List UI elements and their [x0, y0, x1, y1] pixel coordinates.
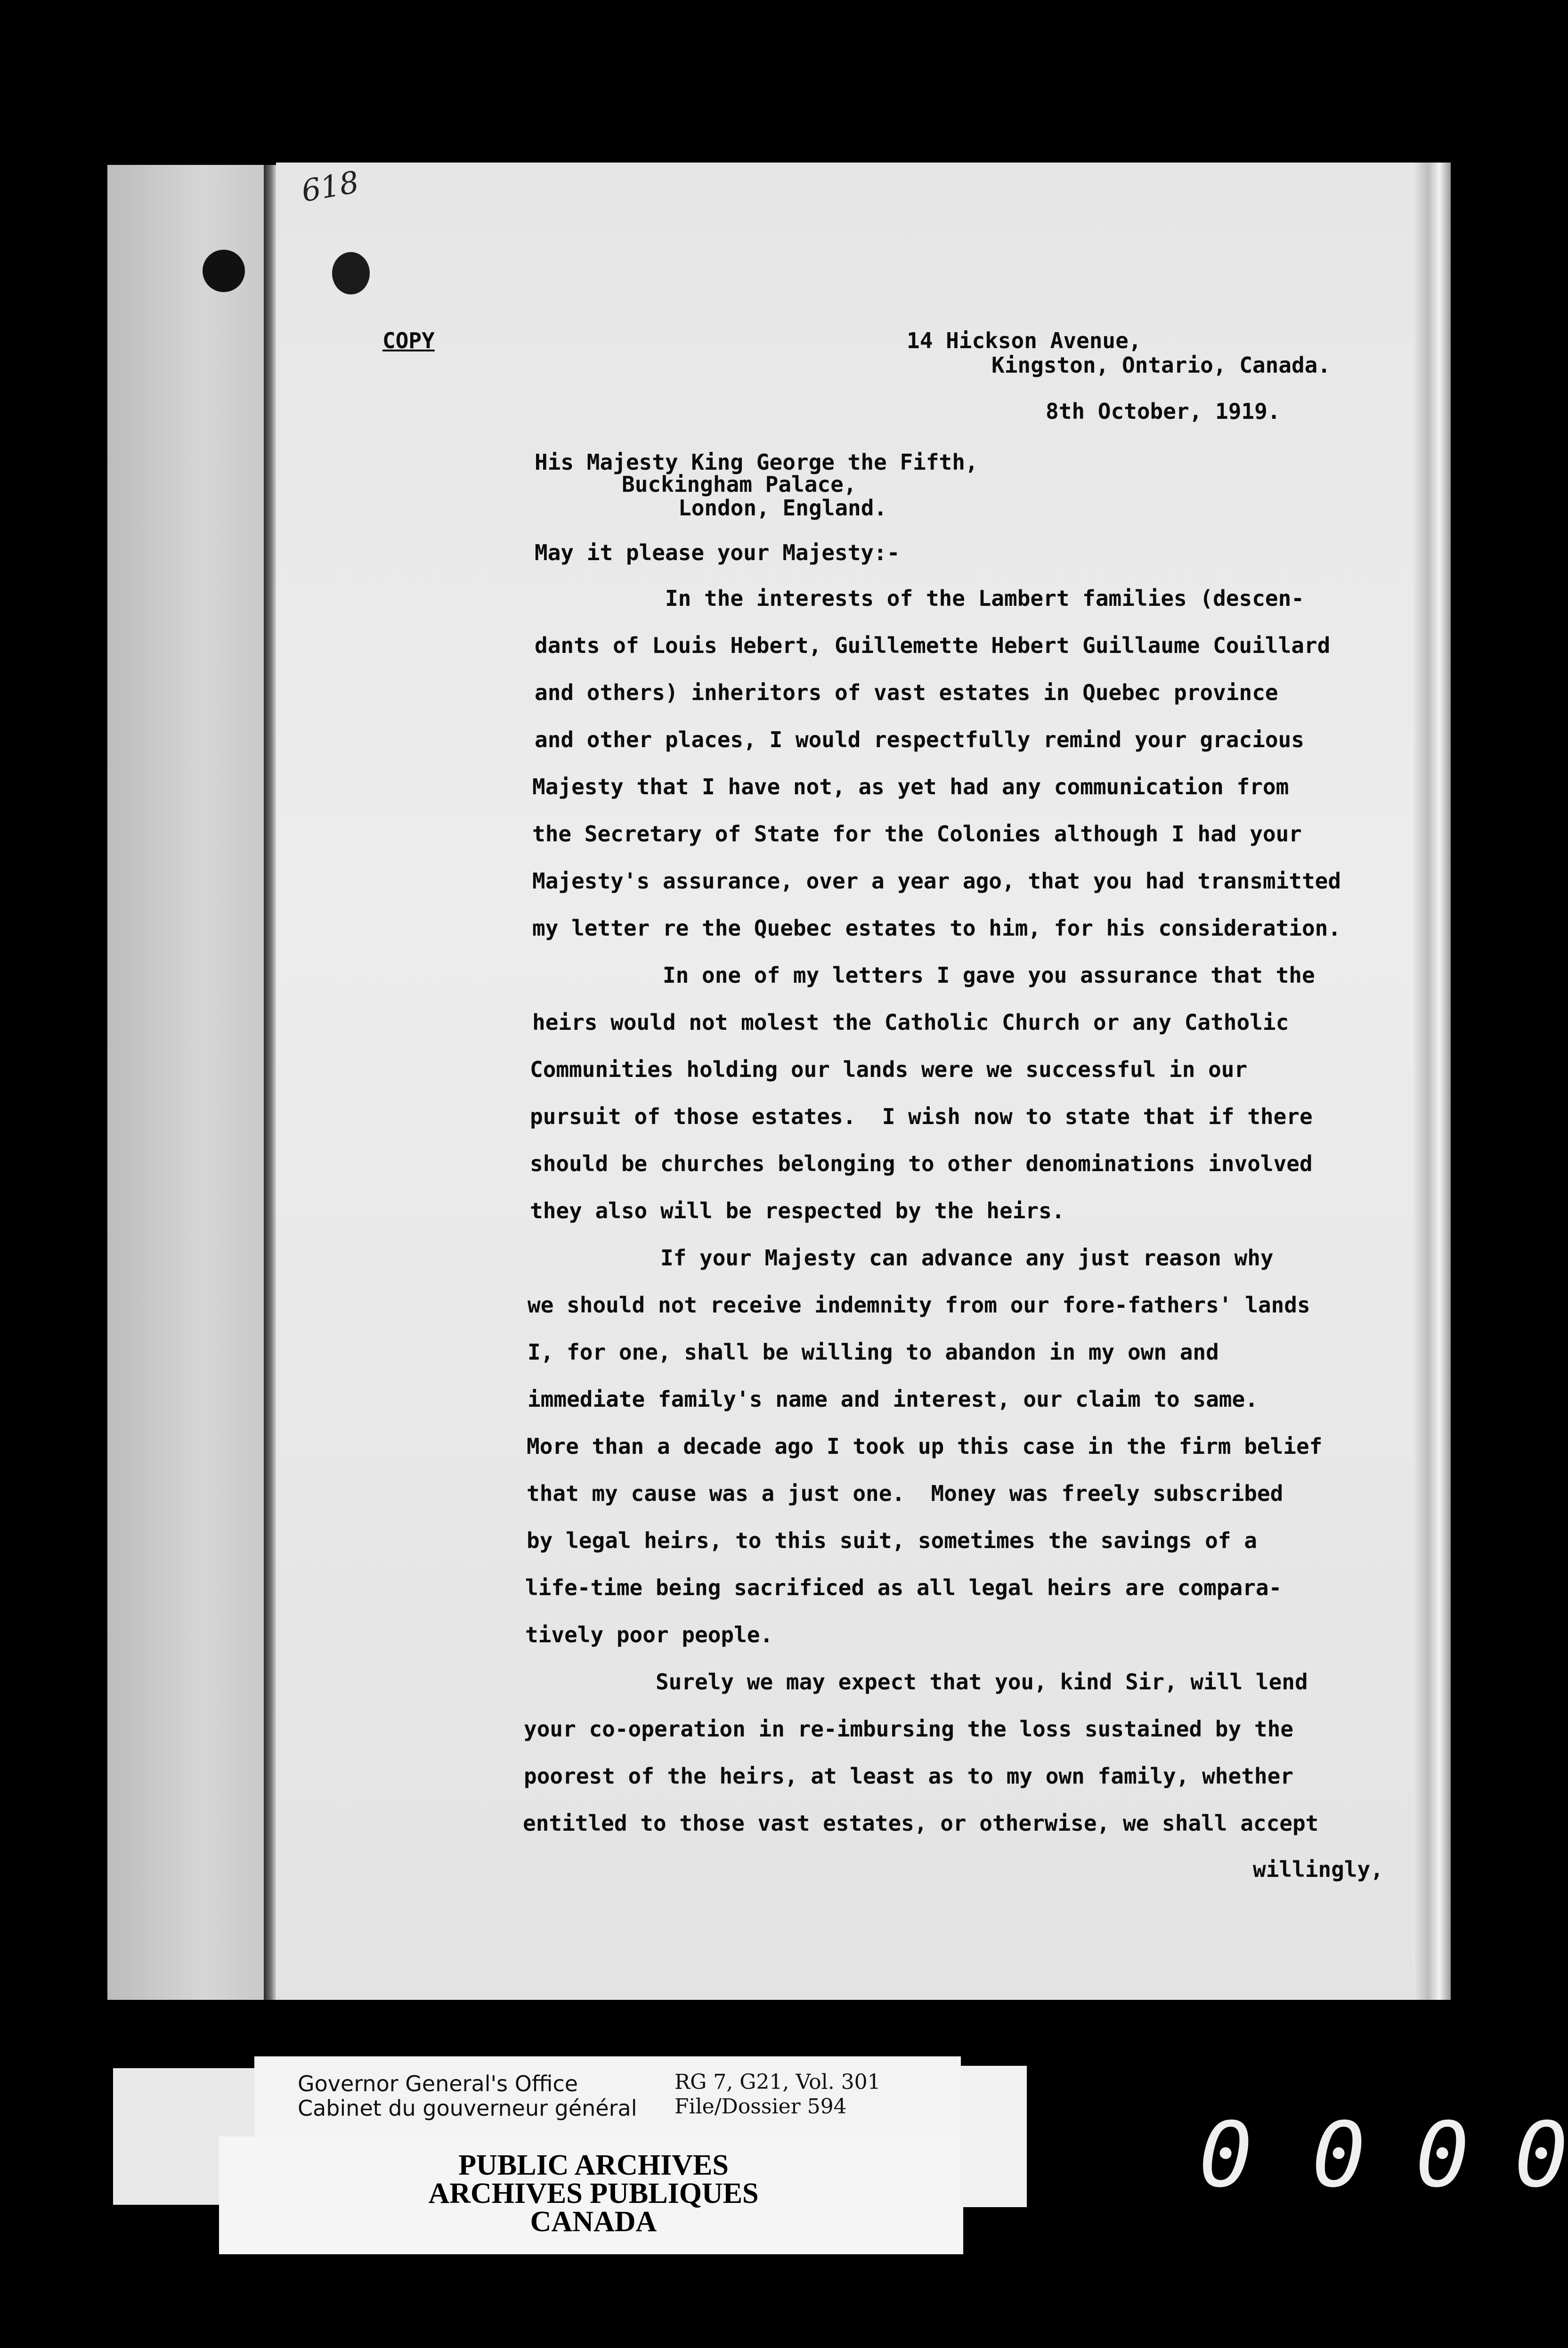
body-line: Majesty's assurance, over a year ago, that you had transmitted	[532, 868, 1341, 894]
body-line: and other places, I would respectfully remind your gracious	[535, 727, 1304, 752]
body-line: your co-operation in re-imbursing the loss sustained by the	[524, 1716, 1293, 1742]
body-line: I, for one, shall be willing to abandon in my own and	[528, 1339, 1219, 1365]
body-line: we should not receive indemnity from our fore-fathers' lands	[528, 1292, 1310, 1318]
letter-date: 8th October, 1919.	[1046, 399, 1281, 424]
recipient-line3: London, England.	[678, 495, 887, 521]
body-line: my letter re the Quebec estates to him, for his consideration.	[532, 915, 1341, 941]
stamp-office-fr: Cabinet du gouverneur général	[298, 2095, 637, 2121]
stamp-office-en: Governor General's Office	[298, 2071, 578, 2096]
body-line: poorest of the heirs, at least as to my own family, whether	[524, 1763, 1293, 1789]
body-line: In one of my letters I gave you assurance that the	[532, 962, 1315, 988]
archives-line1: PUBLIC ARCHIVES	[458, 2149, 729, 2181]
body-line: Communities holding our lands were we successful in our	[530, 1057, 1248, 1082]
frame-digit: 0	[1514, 2103, 1568, 2207]
body-line: they also will be respected by the heirs.	[530, 1198, 1065, 1223]
frame-digit: 0	[1415, 2103, 1470, 2207]
folio-number: 618	[299, 164, 362, 210]
body-line: that my cause was a just one. Money was freely subscribed	[527, 1481, 1284, 1506]
copy-label: COPY	[382, 328, 435, 353]
frame-digit: 0	[1312, 2103, 1366, 2207]
body-line: dants of Louis Hebert, Guillemette Hebert Guillaume Couillard	[535, 633, 1331, 658]
body-line: immediate family's name and interest, our claim to same.	[528, 1386, 1258, 1412]
body-line: heirs would not molest the Catholic Church or any Catholic	[532, 1010, 1289, 1035]
recipient-line2: Buckingham Palace,	[622, 472, 857, 497]
body-line: and others) inheritors of vast estates in Quebec province	[535, 680, 1278, 705]
archives-line3: CANADA	[530, 2206, 657, 2238]
punch-hole	[203, 250, 245, 292]
body-line: More than a decade ago I took up this case in the firm belief	[527, 1434, 1323, 1459]
body-line: life-time being sacrificed as all legal heirs are compara-	[525, 1575, 1282, 1600]
stamp-file-number: File/Dossier 594	[674, 2095, 847, 2119]
sender-address-line2: Kingston, Ontario, Canada.	[991, 352, 1331, 378]
body-line: the Secretary of State for the Colonies although I had your	[532, 821, 1302, 847]
archives-line2: ARCHIVES PUBLIQUES	[428, 2177, 759, 2209]
page-edge	[1413, 163, 1451, 2000]
punch-hole	[332, 252, 370, 294]
binding-shadow	[264, 165, 276, 2000]
stamp-record-group: RG 7, G21, Vol. 301	[674, 2070, 881, 2094]
frame-digit: 0	[1199, 2103, 1253, 2207]
recipient-line1: His Majesty King George the Fifth,	[535, 449, 978, 475]
body-line: entitled to those vast estates, or otherwise, we shall accept	[523, 1810, 1319, 1836]
catchword: willingly,	[1253, 1857, 1383, 1882]
body-line: In the interests of the Lambert families (descen-	[535, 586, 1304, 611]
body-line: tively poor people.	[525, 1622, 773, 1647]
body-line: Majesty that I have not, as yet had any communication from	[532, 774, 1289, 799]
body-line: Surely we may expect that you, kind Sir, will lend	[525, 1669, 1308, 1695]
body-line: pursuit of those estates. I wish now to state that if there	[530, 1104, 1313, 1129]
stamp-tab	[961, 2066, 1027, 2207]
sender-address-line1: 14 Hickson Avenue,	[907, 328, 1142, 353]
body-line: If your Majesty can advance any just reason why	[530, 1245, 1274, 1271]
left-paper-strip	[107, 165, 270, 2000]
body-line: by legal heirs, to this suit, sometimes the savings of a	[527, 1528, 1257, 1553]
salutation: May it please your Majesty:-	[535, 540, 900, 565]
body-line: should be churches belonging to other denominations involved	[530, 1151, 1313, 1176]
